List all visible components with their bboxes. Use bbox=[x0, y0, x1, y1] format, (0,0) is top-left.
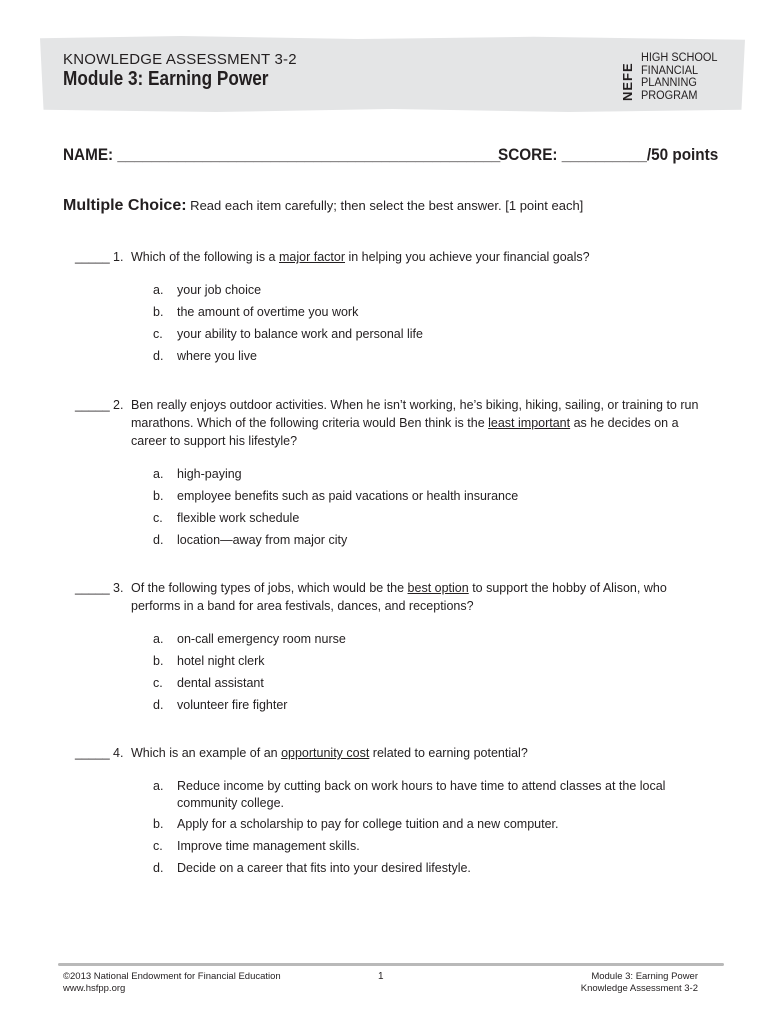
answer-blank[interactable]: _____ bbox=[75, 581, 110, 595]
nefe-logo-mark: NEFE bbox=[620, 62, 635, 101]
footer-module-info: Module 3: Earning Power Knowledge Assessment 3-2 bbox=[580, 971, 698, 994]
question-4 bbox=[75, 744, 715, 880]
key-term: major factor bbox=[279, 250, 345, 264]
section-heading bbox=[63, 197, 583, 215]
key-term: opportunity cost bbox=[281, 746, 370, 760]
option-item[interactable]: a. high-paying bbox=[153, 467, 242, 481]
logo-line: FINANCIAL bbox=[641, 64, 699, 77]
answer-blank[interactable]: _____ bbox=[75, 398, 110, 412]
page-number: 1 bbox=[378, 971, 384, 982]
option-item[interactable]: a. on-call emergency room nurse bbox=[153, 632, 346, 646]
section-title: Multiple Choice: bbox=[63, 197, 187, 214]
footer-website: www.hsfpp.org bbox=[63, 983, 126, 994]
key-term: least important bbox=[488, 416, 571, 430]
option-item[interactable]: d. location—away from major city bbox=[153, 533, 348, 547]
option-item[interactable]: c. dental assistant bbox=[153, 676, 264, 690]
footer-divider bbox=[58, 963, 724, 966]
question-3 bbox=[75, 579, 715, 717]
nefe-logo-text bbox=[641, 52, 722, 102]
question-number: 4. bbox=[113, 746, 124, 760]
option-item[interactable]: b. hotel night clerk bbox=[153, 654, 265, 668]
answer-blank[interactable]: _____ bbox=[75, 250, 110, 264]
question-number: 3. bbox=[113, 581, 124, 595]
question-number: 2. bbox=[113, 398, 124, 412]
key-term: best option bbox=[407, 581, 469, 595]
logo-line: PROGRAM bbox=[641, 89, 698, 102]
logo-line: PLANNING bbox=[641, 77, 697, 89]
option-list bbox=[153, 280, 715, 366]
section-instructions: Read each item carefully; then select the best answer. [1 point each] bbox=[186, 198, 584, 213]
answer-blank[interactable]: _____ bbox=[75, 746, 110, 760]
question-text: Which of the following is a major factor in helping you achieve your financial goals? bbox=[131, 250, 590, 264]
option-list bbox=[153, 629, 715, 715]
option-item[interactable]: c. Improve time management skills. bbox=[153, 839, 360, 853]
assessment-kicker: KNOWLEDGE ASSESSMENT 3-2 bbox=[63, 51, 297, 68]
question-1 bbox=[75, 248, 715, 368]
option-item[interactable]: a. your job choice bbox=[153, 283, 262, 297]
option-item[interactable]: a. Reduce income by cutting back on work hours to have time to attend classes at the local community college. bbox=[153, 779, 666, 810]
question-text: Of the following types of jobs, which would be the best option to support the hobby of Alison, who performs in a band for area festivals, dances, and receptions? bbox=[131, 581, 667, 613]
option-item[interactable]: b. the amount of overtime you work bbox=[153, 305, 359, 319]
option-item[interactable]: c. flexible work schedule bbox=[153, 511, 300, 525]
option-item[interactable]: b. Apply for a scholarship to pay for college tuition and a new computer. bbox=[153, 817, 559, 831]
option-item[interactable]: d. volunteer fire fighter bbox=[153, 698, 288, 712]
footer-copyright: ©2013 National Endowment for Financial Education www.hsfpp.org bbox=[63, 971, 281, 994]
question-text: Ben really enjoys outdoor activities. When he isn’t working, he’s biking, hiking, sailing, or training to run marathons. Which of the following criteria would Ben think is the least important as he decides on a career to support his lifestyle? bbox=[131, 398, 699, 448]
page-title: Module 3: Earning Power bbox=[63, 68, 269, 90]
option-list bbox=[153, 464, 715, 550]
score-field[interactable]: SCORE: __________/50 points bbox=[498, 145, 719, 164]
option-item[interactable]: c. your ability to balance work and personal life bbox=[153, 327, 423, 341]
question-2 bbox=[75, 396, 715, 552]
question-number: 1. bbox=[113, 250, 124, 264]
question-text: Which is an example of an opportunity cost related to earning potential? bbox=[131, 746, 528, 760]
logo-line: HIGH SCHOOL bbox=[641, 52, 718, 64]
option-item[interactable]: b. employee benefits such as paid vacations or health insurance bbox=[153, 489, 519, 503]
option-item[interactable]: d. where you live bbox=[153, 349, 257, 363]
option-item[interactable]: d. Decide on a career that fits into your desired lifestyle. bbox=[153, 861, 471, 875]
name-field[interactable]: NAME: _____________________________________________ bbox=[63, 145, 501, 164]
option-list bbox=[153, 776, 715, 878]
